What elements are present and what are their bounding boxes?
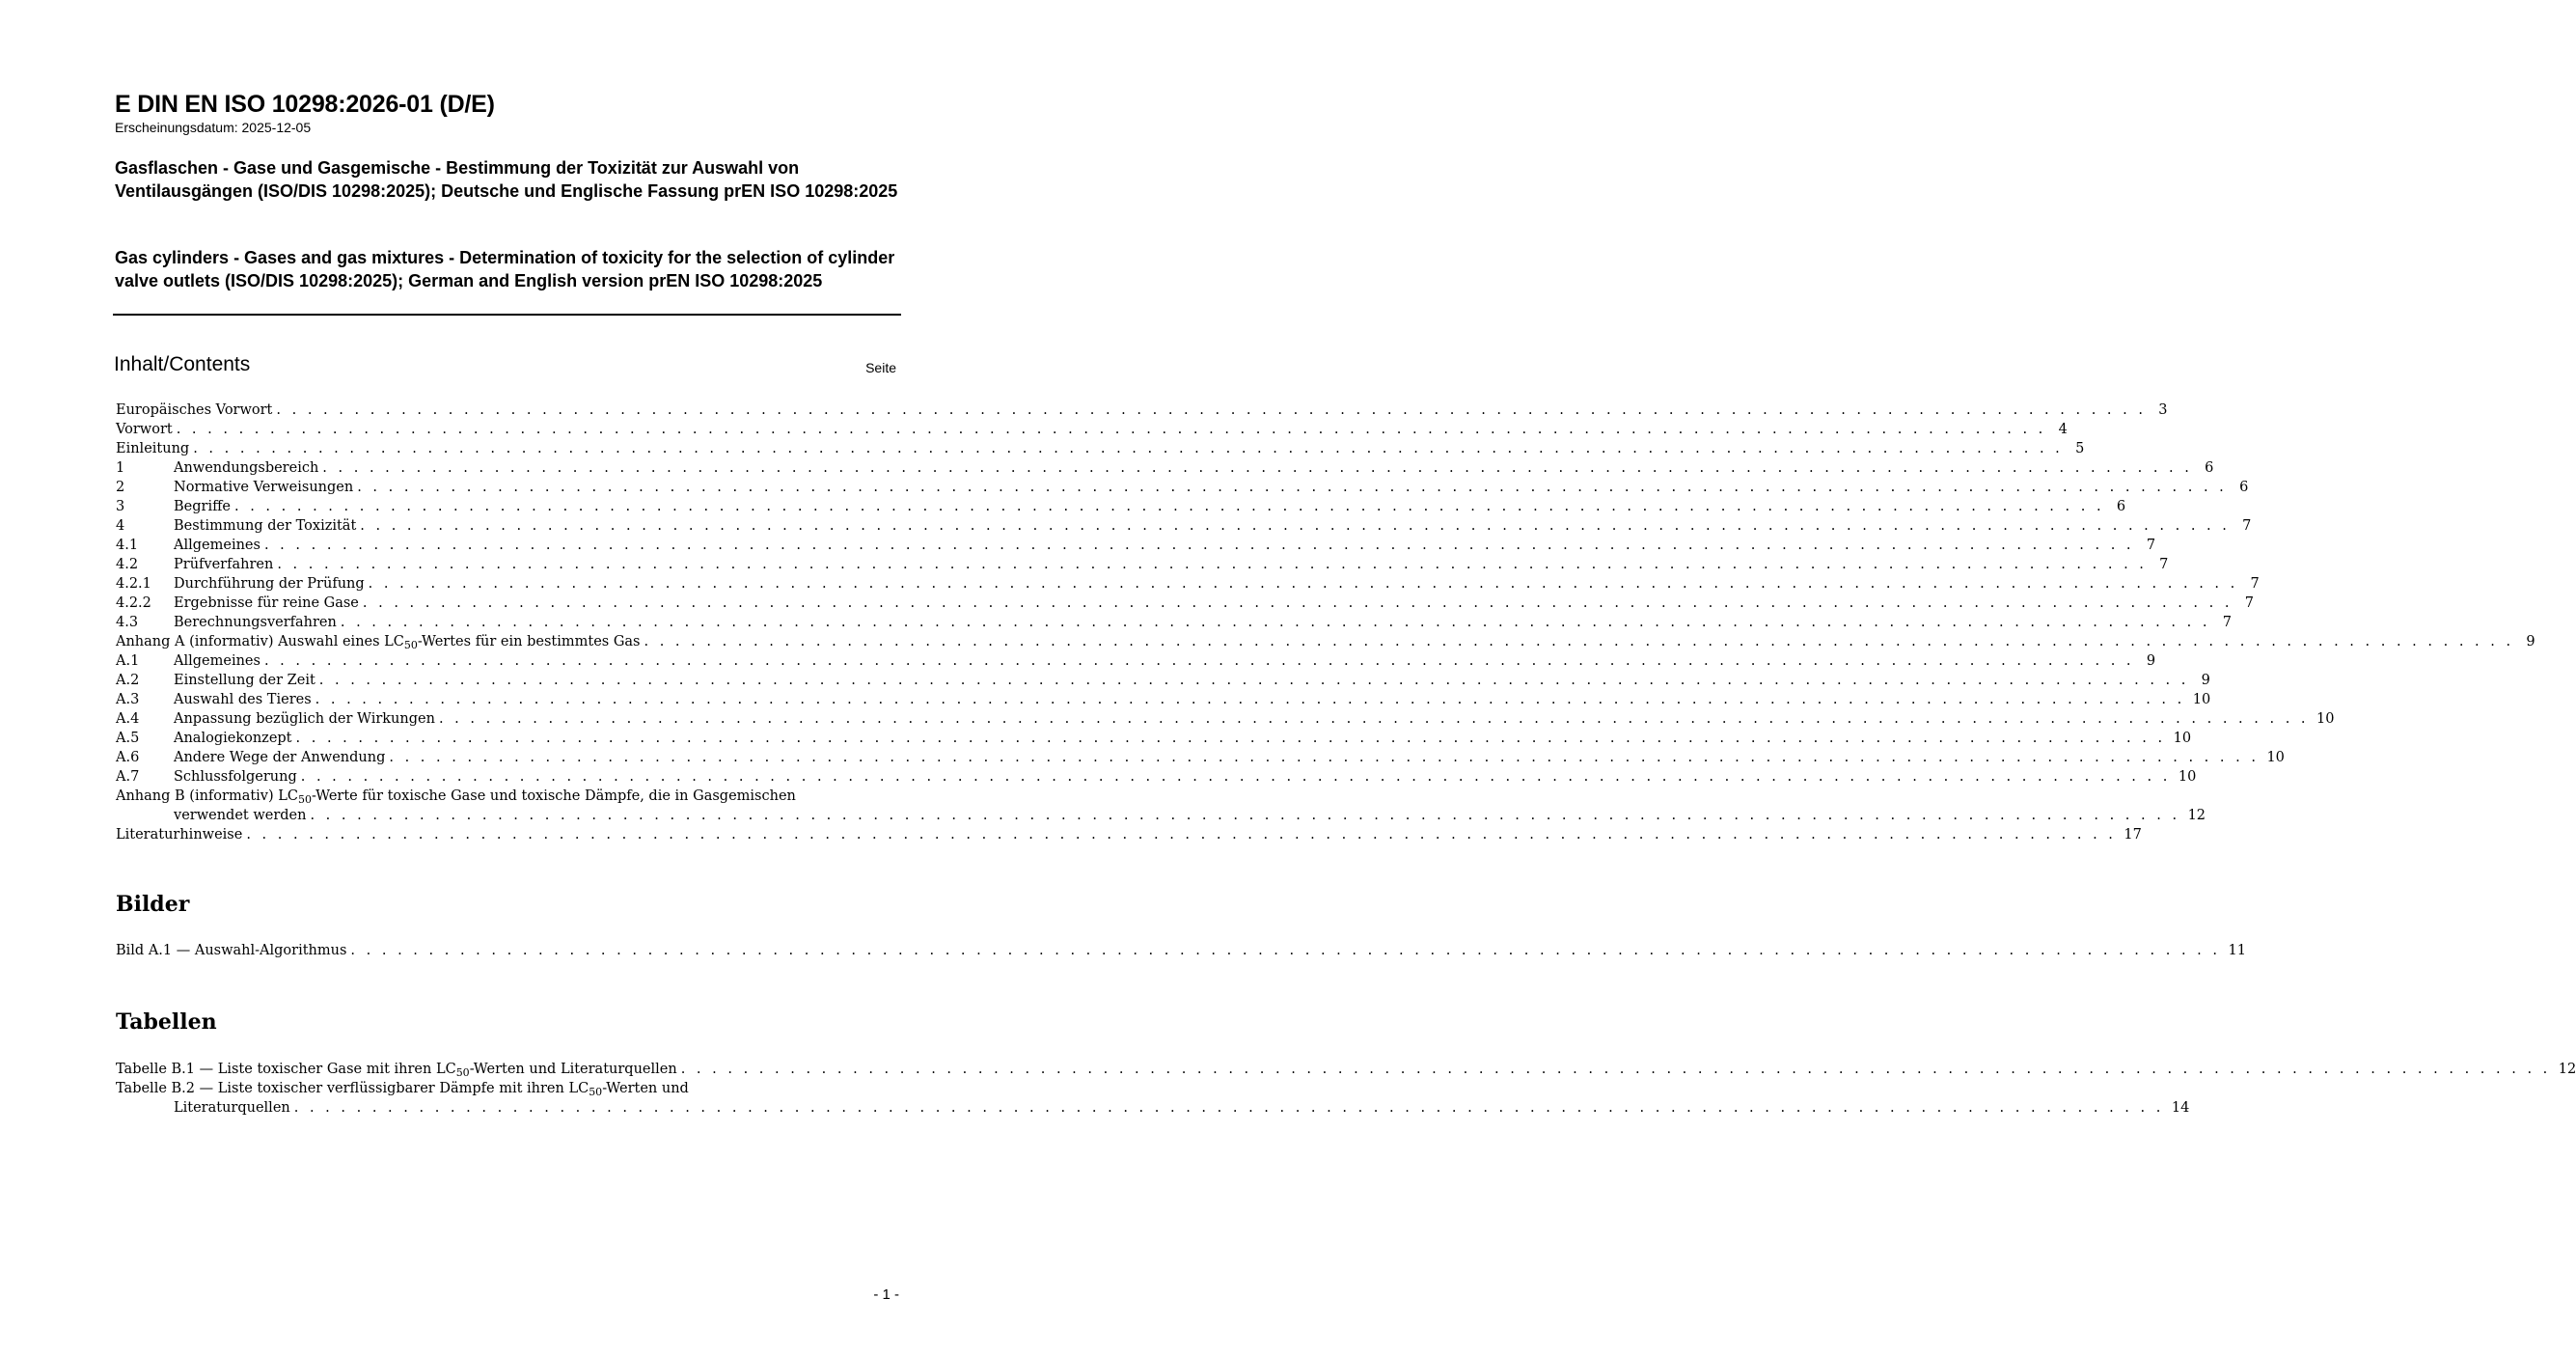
dot-leader: . . . . . . . . . . . . . . . . . . . . . . . . . . . . . . . . . . . . . . . . . . . . . . . . . . . . . . . . . . . . . . . . . . . . . . . . . . . . . . . . . . . . . . . . . . . . . . . . . . . . . . . . . . . . . . . . . . . . . . . . xyxy=(340,615,2210,630)
entry-label xyxy=(174,767,297,787)
entry-page: 17 xyxy=(2124,827,2142,843)
toc-entry[interactable] xyxy=(116,516,2252,536)
toc-entry-line xyxy=(116,767,2197,787)
entry-label-text: Anpassung bezüglich der Wirkungen xyxy=(174,711,435,727)
entry-number: A.5 xyxy=(116,731,140,746)
toc-entry-line xyxy=(116,1060,2576,1079)
dot-leader: . . . . . . . . . . . . . . . . . . . . . . . . . . . . . . . . . . . . . . . . . . . . . . . . . . . . . . . . . . . . . . . . . . . . . . . . . . . . . . . . . . . . . . . . . . . . . . . . . . . . . . . . . . . . . . . . . . . . . . . . xyxy=(176,422,2046,437)
entry-label-text: Bild A.1 — Auswahl-Algorithmus xyxy=(116,943,347,958)
entry-page: 7 xyxy=(2250,576,2260,592)
entry-page: 10 xyxy=(2178,769,2197,785)
toc-entry-line xyxy=(116,401,2168,420)
toc-entry-line xyxy=(116,729,2192,748)
entry-label xyxy=(116,439,189,458)
toc-entry[interactable] xyxy=(116,729,2192,748)
toc-entry[interactable] xyxy=(116,709,2335,729)
dot-leader: . . . . . . . . . . . . . . . . . . . . . . . . . . . . . . . . . . . . . . . . . . . . . . . . . . . . . . . . . . . . . . . . . . . . . . . . . . . . . . . . . . . . . . . . . . . . . . . . . . . . . . . . . . . . . . . . . . . . . . . . xyxy=(357,480,2228,495)
dot-leader: . . . . . . . . . . . . . . . . . . . . . . . . . . . . . . . . . . . . . . . . . . . . . . . . . . . . . . . . . . . . . . . . . . . . . . . . . . . . . . . . . . . . . . . . . . . . . . . . . . . . . . . . . . . . . . . . . . . . . . . . xyxy=(293,1100,2164,1116)
dot-leader: . . . . . . . . . . . . . . . . . . . . . . . . . . . . . . . . . . . . . . . . . . . . . . . . . . . . . . . . . . . . . . . . . . . . . . . . . . . . . . . . . . . . . . . . . . . . . . . . . . . . . . . . . . . . . . . . . . . . . . . . xyxy=(362,595,2233,611)
toc-entry-line xyxy=(116,787,901,806)
toc-entry[interactable] xyxy=(116,613,2232,632)
entry-label xyxy=(174,555,273,574)
toc-entry-line xyxy=(116,651,2156,671)
toc-entry-line xyxy=(116,439,2085,458)
dot-leader: . . . . . . . . . . . . . . . . . . . . . . . . . . . . . . . . . . . . . . . . . . . . . . . . . . . . . . . . . . . . . . . . . . . . . . . . . . . . . . . . . . . . . . . . . . . . . . . . . . . . . . . . . . . . . . . . . . . . . . . . xyxy=(233,499,2105,514)
dot-leader: . . . . . . . . . . . . . . . . . . . . . . . . . . . . . . . . . . . . . . . . . . . . . . . . . . . . . . . . . . . . . . . . . . . . . . . . . . . . . . . . . . . . . . . . . . . . . . . . . . . . . . . . . . . . . . . . . . . . . . . . xyxy=(300,769,2171,785)
entry-label-text: Bestimmung der Toxizität xyxy=(174,518,357,534)
entry-page: 3 xyxy=(2158,402,2168,418)
toc-entry[interactable] xyxy=(116,671,2210,690)
entry-label-text: Vorwort xyxy=(116,422,173,437)
toc-entry-line xyxy=(116,748,2285,767)
entry-label-text: Auswahl des Tieres xyxy=(174,692,312,707)
figures-list xyxy=(116,941,2246,960)
entry-number: A.4 xyxy=(116,711,140,727)
toc-entry-line xyxy=(116,574,2260,594)
dot-leader: . . . . . . . . . . . . . . . . . . . . . . . . . . . . . . . . . . . . . . . . . . . . . . . . . . . . . . . . . . . . . . . . . . . . . . . . . . . . . . . . . . . . . . . . . . . . . . . . . . . . . . . . . . . . . . . . . . . . . . . . xyxy=(360,518,2231,534)
dot-leader: . . . . . . . . . . . . . . . . . . . . . . . . . . . . . . . . . . . . . . . . . . . . . . . . . . . . . . . . . . . . . . . . . . . . . . . . . . . . . . . . . . . . . . . . . . . . . . . . . . . . . . . . . . . . . . . . . . . . . . . . xyxy=(193,441,2064,456)
entry-label xyxy=(174,574,365,594)
entry-label xyxy=(174,613,337,632)
toc-entry[interactable] xyxy=(116,767,2197,787)
entry-label xyxy=(116,825,242,844)
entry-number: A.6 xyxy=(116,750,140,765)
entry-label xyxy=(174,458,318,478)
toc-entry-line xyxy=(116,594,2254,613)
entry-label-text: Ergebnisse für reine Gase xyxy=(174,595,359,611)
toc-entry[interactable] xyxy=(116,748,2285,767)
toc-entry-line xyxy=(116,1079,901,1098)
dot-leader: . . . . . . . . . . . . . . . . . . . . . . . . . . . . . . . . . . . . . . . . . . . . . . . . . . . . . . . . . . . . . . . . . . . . . . . . . . . . . . . . . . . . . . . . . . . . . . . . . . . . . . . . . . . . . . . . . . . . . . . . xyxy=(438,711,2310,727)
toc-entry[interactable] xyxy=(116,690,2211,709)
dot-leader: . . . . . . . . . . . . . . . . . . . . . . . . . . . . . . . . . . . . . . . . . . . . . . . . . . . . . . . . . . . . . . . . . . . . . . . . . . . . . . . . . . . . . . . . . . . . . . . . . . . . . . . . . . . . . . . . . . . . . . . . xyxy=(318,673,2189,688)
toc-entry-line xyxy=(116,458,2214,478)
page-number: - 1 - xyxy=(873,1286,899,1303)
entry-label xyxy=(174,594,359,613)
entry-number: 4 xyxy=(116,518,125,534)
toc-entry[interactable] xyxy=(116,401,2168,420)
entry-number: 1 xyxy=(116,460,125,476)
entry-label xyxy=(116,1079,689,1098)
entry-page: 9 xyxy=(2526,634,2535,649)
entry-label xyxy=(116,632,641,651)
dot-leader: . . . . . . . . . . . . . . . . . . . . . . . . . . . . . . . . . . . . . . . . . . . . . . . . . . . . . . . . . . . . . . . . . . . . . . . . . . . . . . . . . . . . . . . . . . . . . . . . . . . . . . . . . . . . . . . . . . . . . . . . xyxy=(350,943,2221,958)
entry-page: 6 xyxy=(2239,480,2249,495)
entry-page: 5 xyxy=(2075,441,2085,456)
entry-label xyxy=(174,748,385,767)
entry-page: 12 xyxy=(2558,1062,2576,1077)
entry-page: 10 xyxy=(2192,692,2211,707)
dot-leader: . . . . . . . . . . . . . . . . . . . . . . . . . . . . . . . . . . . . . . . . . . . . . . . . . . . . . . . . . . . . . . . . . . . . . . . . . . . . . . . . . . . . . . . . . . . . . . . . . . . . . . . . . . . . . . . . . . . . . . . . xyxy=(389,750,2260,765)
entry-page: 6 xyxy=(2116,499,2126,514)
entry-label-text: Tabelle B.2 — Liste toxischer verflüssigbarer Dämpfe mit ihren LC xyxy=(116,1081,589,1096)
entry-label-text: Normative Verweisungen xyxy=(174,480,354,495)
title-divider xyxy=(113,314,901,316)
entry-label-text: -Werte für toxische Gase und toxische Dämpfe, die in Gasgemischen xyxy=(312,788,796,804)
entry-page: 9 xyxy=(2201,673,2210,688)
entry-label xyxy=(116,420,173,439)
entry-label-subscript: 50 xyxy=(589,1086,603,1098)
toc-entry[interactable] xyxy=(116,497,2126,516)
entry-number: A.3 xyxy=(116,692,140,707)
entry-label xyxy=(116,787,796,806)
entry-label-text: Anwendungsbereich xyxy=(174,460,319,476)
entry-number: 4.2.1 xyxy=(116,576,151,592)
title-german: Gasflaschen - Gase und Gasgemische - Bestimmung der Toxizität zur Auswahl von Ventilausgängen (ISO/DIS 10298:2025); Deutsche und Englische Fassung prEN ISO 10298:2025 xyxy=(115,158,898,201)
entry-page: 9 xyxy=(2146,653,2156,669)
entry-label-text: Einstellung der Zeit xyxy=(174,673,315,688)
figures-heading: Bilder xyxy=(116,892,190,917)
page-column-label: Seite xyxy=(865,360,896,375)
entry-label-subscript: 50 xyxy=(455,1066,470,1079)
toc-entry-continuation xyxy=(116,1098,2190,1118)
entry-page: 6 xyxy=(2205,460,2214,476)
toc-entry-line xyxy=(116,690,2211,709)
tables-heading: Tabellen xyxy=(116,1009,217,1035)
dot-leader: . . . . . . . . . . . . . . . . . . . . . . . . . . . . . . . . . . . . . . . . . . . . . . . . . . . . . . . . . . . . . . . . . . . . . . . . . . . . . . . . . . . . . . . . . . . . . . . . . . . . . . . . . . . . . . . . . . . . . . . . xyxy=(263,538,2135,553)
entry-number: 4.3 xyxy=(116,615,139,630)
toc-entry-line xyxy=(116,420,2068,439)
toc-entry-line xyxy=(116,632,2535,651)
entry-label xyxy=(174,690,312,709)
entry-number: A.1 xyxy=(116,653,140,669)
toc-entry-line xyxy=(116,536,2156,555)
entry-label-text: Literaturhinweise xyxy=(116,827,243,843)
entry-page: 10 xyxy=(2316,711,2335,727)
document-id: E DIN EN ISO 10298:2026-01 (D/E) xyxy=(115,91,495,118)
entry-page: 10 xyxy=(2173,731,2192,746)
entry-page: 10 xyxy=(2266,750,2285,765)
entry-label xyxy=(116,941,346,960)
dot-leader: . . . . . . . . . . . . . . . . . . . . . . . . . . . . . . . . . . . . . . . . . . . . . . . . . . . . . . . . . . . . . . . . . . . . . . . . . . . . . . . . . . . . . . . . . . . . . . . . . . . . . . . . . . . . . . . . . . . . . . . . xyxy=(644,634,2514,649)
entry-page: 7 xyxy=(2159,557,2169,572)
toc-entry-line xyxy=(116,555,2169,574)
toc-entry-line xyxy=(116,516,2252,536)
entry-page: 7 xyxy=(2242,518,2252,534)
toc-entry[interactable] xyxy=(116,941,2246,960)
entry-page: 11 xyxy=(2228,943,2246,958)
toc-entry[interactable] xyxy=(116,420,2068,439)
toc-entry[interactable] xyxy=(116,632,2535,651)
entry-number: A.7 xyxy=(116,769,140,785)
entry-label xyxy=(174,497,231,516)
dot-leader: . . . . . . . . . . . . . . . . . . . . . . . . . . . . . . . . . . . . . . . . . . . . . . . . . . . . . . . . . . . . . . . . . . . . . . . . . . . . . . . . . . . . . . . . . . . . . . . . . . . . . . . . . . . . . . . . . . . . . . . . xyxy=(368,576,2238,592)
entry-label xyxy=(116,401,272,420)
dot-leader: . . . . . . . . . . . . . . . . . . . . . . . . . . . . . . . . . . . . . . . . . . . . . . . . . . . . . . . . . . . . . . . . . . . . . . . . . . . . . . . . . . . . . . . . . . . . . . . . . . . . . . . . . . . . . . . . . . . . . . . . xyxy=(315,692,2185,707)
dot-leader: . . . . . . . . . . . . . . . . . . . . . . . . . . . . . . . . . . . . . . . . . . . . . . . . . . . . . . . . . . . . . . . . . . . . . . . . . . . . . . . . . . . . . . . . . . . . . . . . . . . . . . . . . . . . . . . . . . . . . . . . xyxy=(680,1062,2551,1077)
entry-label-text: Anhang B (informativ) LC xyxy=(116,788,298,804)
toc-entry[interactable] xyxy=(116,1060,2576,1079)
entry-label-text: Andere Wege der Anwendung xyxy=(174,750,386,765)
entry-label-text: -Werten und xyxy=(602,1081,689,1096)
entry-label xyxy=(174,671,315,690)
toc-entry[interactable] xyxy=(116,594,2254,613)
entry-label-text: Allgemeines xyxy=(174,538,260,553)
entry-label xyxy=(174,536,260,555)
table-of-contents xyxy=(116,401,2535,844)
toc-entry[interactable] xyxy=(116,536,2156,555)
entry-label-subscript: 50 xyxy=(298,793,312,806)
publication-date: Erscheinungsdatum: 2025-12-05 xyxy=(115,120,312,135)
entry-number: 2 xyxy=(116,480,125,495)
toc-entry[interactable] xyxy=(116,555,2169,574)
entry-page: 12 xyxy=(2187,808,2206,823)
entry-page: 4 xyxy=(2058,422,2068,437)
tables-list xyxy=(116,1060,2576,1118)
toc-entry[interactable] xyxy=(116,458,2214,478)
entry-number: 4.2 xyxy=(116,557,139,572)
entry-number: 4.2.2 xyxy=(116,595,151,611)
entry-label-text: Anhang A (informativ) Auswahl eines LC xyxy=(116,634,404,649)
entry-label-text: Begriffe xyxy=(174,499,231,514)
entry-label-text: Schlussfolgerung xyxy=(174,769,297,785)
entry-label xyxy=(174,729,292,748)
entry-number: 4.1 xyxy=(116,538,139,553)
toc-entry[interactable] xyxy=(116,478,2249,497)
toc-entry-continuation xyxy=(116,806,2206,825)
entry-label-text: Analogiekonzept xyxy=(174,731,292,746)
toc-entry[interactable] xyxy=(116,787,2206,825)
dot-leader: . . . . . . . . . . . . . . . . . . . . . . . . . . . . . . . . . . . . . . . . . . . . . . . . . . . . . . . . . . . . . . . . . . . . . . . . . . . . . . . . . . . . . . . . . . . . . . . . . . . . . . . . . . . . . . . . . . . . . . . . xyxy=(276,402,2147,418)
entry-label-text: Berechnungsverfahren xyxy=(174,615,337,630)
toc-heading: Inhalt/Contents xyxy=(114,353,251,375)
dot-leader: . . . . . . . . . . . . . . . . . . . . . . . . . . . . . . . . . . . . . . . . . . . . . . . . . . . . . . . . . . . . . . . . . . . . . . . . . . . . . . . . . . . . . . . . . . . . . . . . . . . . . . . . . . . . . . . . . . . . . . . . xyxy=(277,557,2148,572)
toc-entry[interactable] xyxy=(116,574,2260,594)
dot-leader: . . . . . . . . . . . . . . . . . . . . . . . . . . . . . . . . . . . . . . . . . . . . . . . . . . . . . . . . . . . . . . . . . . . . . . . . . . . . . . . . . . . . . . . . . . . . . . . . . . . . . . . . . . . . . . . . . . . . . . . . xyxy=(295,731,2166,746)
entry-number: A.2 xyxy=(116,673,140,688)
toc-entry-line xyxy=(116,941,2246,960)
entry-label-text: -Wertes für ein bestimmtes Gas xyxy=(417,634,641,649)
entry-page: 7 xyxy=(2146,538,2156,553)
dot-leader: . . . . . . . . . . . . . . . . . . . . . . . . . . . . . . . . . . . . . . . . . . . . . . . . . . . . . . . . . . . . . . . . . . . . . . . . . . . . . . . . . . . . . . . . . . . . . . . . . . . . . . . . . . . . . . . . . . . . . . . . xyxy=(322,460,2193,476)
toc-entry[interactable] xyxy=(116,439,2085,458)
entry-label-continuation: verwendet werden xyxy=(174,808,307,823)
toc-entry-line xyxy=(116,497,2126,516)
entry-label-text: Durchführung der Prüfung xyxy=(174,576,365,592)
entry-label-text: Einleitung xyxy=(116,441,190,456)
entry-page: 14 xyxy=(2171,1100,2190,1116)
toc-entry-line xyxy=(116,825,2142,844)
toc-entry[interactable] xyxy=(116,651,2156,671)
entry-label-text: Tabelle B.1 — Liste toxischer Gase mit ihren LC xyxy=(116,1062,456,1077)
entry-label xyxy=(174,516,356,536)
entry-page: 7 xyxy=(2222,615,2232,630)
title-english: Gas cylinders - Gases and gas mixtures - Determination of toxicity for the selection of cylinder valve outlets (ISO/DIS 10298:2025); German and English version prEN ISO 10298:2025 xyxy=(115,248,895,290)
entry-label xyxy=(174,709,435,729)
toc-entry[interactable] xyxy=(116,825,2142,844)
entry-label-text: -Werten und Literaturquellen xyxy=(469,1062,677,1077)
toc-entry-line xyxy=(116,671,2210,690)
entry-page: 7 xyxy=(2244,595,2254,611)
toc-entry[interactable] xyxy=(116,1079,2190,1118)
dot-leader: . . . . . . . . . . . . . . . . . . . . . . . . . . . . . . . . . . . . . . . . . . . . . . . . . . . . . . . . . . . . . . . . . . . . . . . . . . . . . . . . . . . . . . . . . . . . . . . . . . . . . . . . . . . . . . . . . . . . . . . . xyxy=(310,808,2180,823)
entry-label-text: Allgemeines xyxy=(174,653,260,669)
entry-label-subscript: 50 xyxy=(403,639,418,651)
entry-label-text: Prüfverfahren xyxy=(174,557,274,572)
toc-entry-line xyxy=(116,613,2232,632)
toc-entry-line xyxy=(116,709,2335,729)
entry-label-continuation: Literaturquellen xyxy=(174,1100,290,1116)
entry-label-text: Europäisches Vorwort xyxy=(116,402,273,418)
entry-label xyxy=(174,651,260,671)
toc-entry-line xyxy=(116,478,2249,497)
entry-label xyxy=(174,478,353,497)
entry-number: 3 xyxy=(116,499,125,514)
entry-label xyxy=(116,1060,677,1079)
dot-leader: . . . . . . . . . . . . . . . . . . . . . . . . . . . . . . . . . . . . . . . . . . . . . . . . . . . . . . . . . . . . . . . . . . . . . . . . . . . . . . . . . . . . . . . . . . . . . . . . . . . . . . . . . . . . . . . . . . . . . . . . xyxy=(246,827,2117,843)
dot-leader: . . . . . . . . . . . . . . . . . . . . . . . . . . . . . . . . . . . . . . . . . . . . . . . . . . . . . . . . . . . . . . . . . . . . . . . . . . . . . . . . . . . . . . . . . . . . . . . . . . . . . . . . . . . . . . . . . . . . . . . . xyxy=(263,653,2135,669)
